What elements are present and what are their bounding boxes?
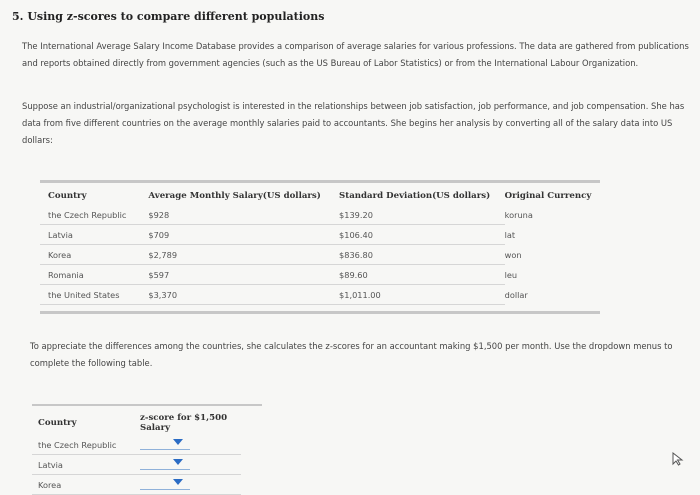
table-row <box>40 205 600 225</box>
table-row <box>40 285 600 305</box>
cell-average: $3,370 <box>148 285 339 305</box>
header-average-salary: Average Monthly Salary(US dollars) <box>148 191 321 201</box>
cell-average: $928 <box>148 205 339 225</box>
mouse-cursor-icon <box>672 452 684 466</box>
table-row <box>32 455 241 475</box>
cell-country: Romania <box>40 265 148 285</box>
table-row <box>40 245 600 265</box>
cell-sd: $89.60 <box>339 265 505 285</box>
z-cell-dropdown <box>134 435 241 455</box>
instructions-paragraph: To appreciate the differences among the countries, she calculates the z-scores for an accountant making $1,500 per month. Use the dropdown menus to complete the following table. <box>30 341 673 368</box>
cell-sd: $106.40 <box>339 225 505 245</box>
cell-average: $2,789 <box>148 245 339 265</box>
cell-country: the United States <box>40 285 148 305</box>
z-cell-dropdown <box>134 455 241 475</box>
z-header-country: Country <box>38 418 77 428</box>
cell-currency: won <box>504 249 522 260</box>
cell-average: $709 <box>148 225 339 245</box>
scenario-paragraph: Suppose an industrial/organizational psychologist is interested in the relationships between job satisfaction, job performance, and job compensation. She has data from five different countries on the average monthly salaries paid to accountants. She begins her analysis by converting all of the salary data into US dollars: <box>22 101 685 145</box>
z-header-score: z-score for $1,500 Salary <box>140 413 228 433</box>
cell-country: Korea <box>40 245 148 265</box>
header-country: Country <box>48 191 87 201</box>
table-row <box>32 475 241 495</box>
z-cell-country: Latvia <box>32 455 134 475</box>
z-cell-country: the Czech Republic <box>32 435 134 455</box>
z-score-dropdown-korea[interactable] <box>140 477 190 490</box>
cell-sd: $836.80 <box>339 245 505 265</box>
cell-country: the Czech Republic <box>40 205 148 225</box>
question-title: 5. Using z-scores to compare different populations <box>12 10 325 23</box>
z-score-dropdown-czech[interactable] <box>140 437 190 450</box>
z-cell-dropdown <box>134 475 241 495</box>
cell-sd: $1,011.00 <box>339 285 505 305</box>
cell-currency: lat <box>504 229 516 240</box>
dropdown-arrow-icon <box>173 479 183 485</box>
intro-paragraph: The International Average Salary Income Database provides a comparison of average salaries for various professions. The data are gathered from publications and reports obtained directly from government agencies (such as the US Bureau of Labor Statistics) or from the International Labour Organization. <box>22 41 689 68</box>
salary-table <box>40 180 600 314</box>
header-standard-deviation: Standard Deviation(US dollars) <box>339 191 491 201</box>
dropdown-arrow-icon <box>173 439 183 445</box>
table-row <box>32 435 241 455</box>
z-cell-country: Korea <box>32 475 134 495</box>
cell-currency: koruna <box>504 209 533 220</box>
table-row <box>40 265 600 285</box>
cell-sd: $139.20 <box>339 205 505 225</box>
z-score-dropdown-latvia[interactable] <box>140 457 190 470</box>
cell-country: Latvia <box>40 225 148 245</box>
table-row <box>40 225 600 245</box>
cell-currency: dollar <box>504 289 528 300</box>
cell-currency: leu <box>504 269 518 280</box>
z-score-table <box>32 404 262 495</box>
header-original-currency: Original Currency <box>504 191 592 201</box>
cell-average: $597 <box>148 265 339 285</box>
dropdown-arrow-icon <box>173 459 183 465</box>
